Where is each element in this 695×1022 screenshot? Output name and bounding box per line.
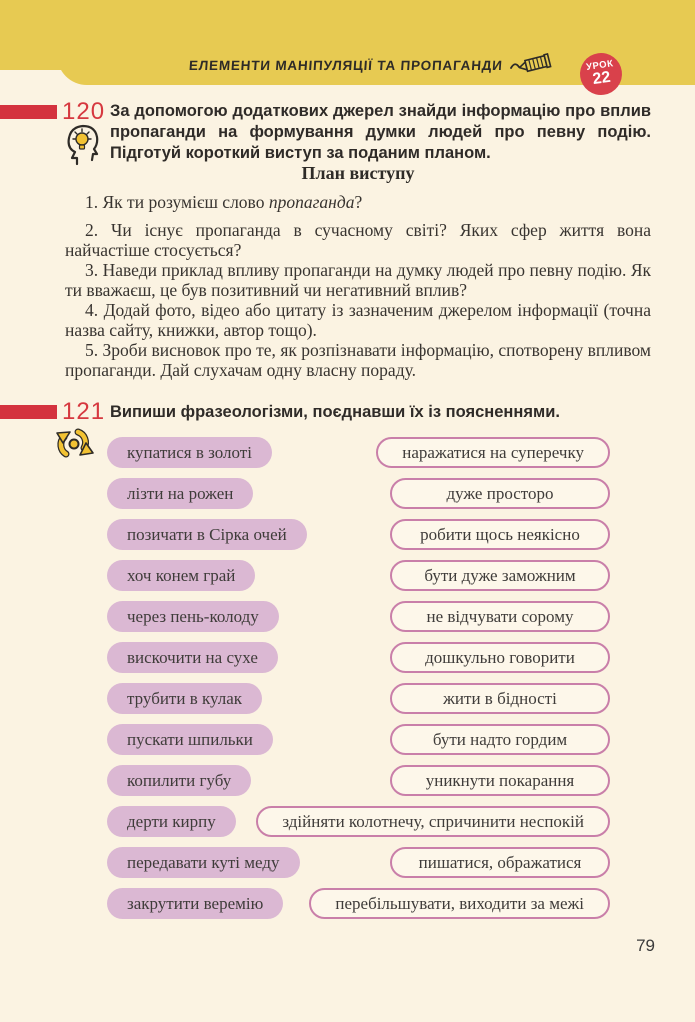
exercise-120-task: За допомогою додаткових джерел знайди інформацію про вплив пропаганди на формування думки людей про певну подію. Підготуй короткий виступ за поданим планом. xyxy=(110,102,651,162)
page-number: 79 xyxy=(636,936,655,955)
lesson-badge-word: УРОК xyxy=(585,57,615,73)
exercise-120-number: 120 xyxy=(62,98,106,125)
phrase-pill: хоч конем грай xyxy=(107,560,255,591)
match-row xyxy=(107,847,610,878)
meaning-pill: бути надто гордим xyxy=(390,724,610,755)
match-row xyxy=(107,806,610,837)
phrase-pill: закрутити веремію xyxy=(107,888,283,919)
phrase-pill: лізти на рожен xyxy=(107,478,253,509)
exercise-121-number: 121 xyxy=(62,398,106,425)
plan-list xyxy=(65,192,651,380)
phrase-pill: вискочити на сухе xyxy=(107,642,278,673)
exercise-120-marker xyxy=(0,105,57,119)
match-row xyxy=(107,437,610,468)
match-row xyxy=(107,601,610,632)
cycle-arrows-icon xyxy=(52,423,98,470)
match-row xyxy=(107,560,610,591)
phrase-pill: передавати куті меду xyxy=(107,847,300,878)
plan-item: 3. Наведи приклад впливу пропаганди на думку людей про певну подію. Як ти вважаєш, це був позитивний чи негативний вплив? xyxy=(65,260,651,300)
phrase-pill: через пень-колоду xyxy=(107,601,279,632)
meaning-pill: дуже просторо xyxy=(390,478,610,509)
match-row xyxy=(107,888,610,919)
plan-item: 4. Додай фото, відео або цитату із зазначеним джерелом інформації (точна назва сайту, книжки, автор тощо). xyxy=(65,300,651,340)
phrase-pill: трубити в кулак xyxy=(107,683,262,714)
lesson-badge-number: 22 xyxy=(591,69,612,89)
plan-heading: План виступу xyxy=(301,163,415,183)
meaning-pill: не відчувати сорому xyxy=(390,601,610,632)
match-row xyxy=(107,724,610,755)
plan-item: 5. Зроби висновок про те, як розпізнавати інформацію, спотворену впливом пропаганди. Дай слухачам одну власну пораду. xyxy=(65,340,651,380)
phrase-pill: дерти кирпу xyxy=(107,806,236,837)
phrase-pill: купатися в золоті xyxy=(107,437,272,468)
plan-item: 2. Чи існує пропаганда в сучасному світі? Яких сфер життя вона найчастіше стосується? xyxy=(65,220,651,260)
meaning-pill: наражатися на суперечку xyxy=(376,437,610,468)
meaning-pill: жити в бідності xyxy=(390,683,610,714)
meaning-pill: перебільшувати, виходити за межі xyxy=(309,888,610,919)
italic-term: пропаганда xyxy=(268,192,355,212)
phrase-pill: копилити губу xyxy=(107,765,251,796)
match-row xyxy=(107,519,610,550)
match-row xyxy=(107,683,610,714)
meaning-pill: дошкульно говорити xyxy=(390,642,610,673)
meaning-pill: бути дуже заможним xyxy=(390,560,610,591)
pencil-icon xyxy=(510,53,552,78)
exercise-121-marker xyxy=(0,405,57,419)
meaning-pill: уникнути покарання xyxy=(390,765,610,796)
match-row xyxy=(107,765,610,796)
meaning-pill: здійняти колотнечу, спричинити неспокій xyxy=(256,806,610,837)
chapter-title: ЕЛЕМЕНТИ МАНІПУЛЯЦІЇ ТА ПРОПАГАНДИ xyxy=(188,58,504,73)
match-row xyxy=(107,478,610,509)
meaning-pill: пишатися, ображатися xyxy=(390,847,610,878)
header xyxy=(189,53,552,78)
match-row xyxy=(107,642,610,673)
match-rows xyxy=(107,437,610,929)
exercise-121-task: Випиши фразеологізми, поєднавши їх із поясненнями. xyxy=(110,403,560,421)
meaning-pill: робити щось неякісно xyxy=(390,519,610,550)
phrase-pill: позичати в Сірка очей xyxy=(107,519,307,550)
plan-item: 1. Як ти розумієш слово пропаганда? xyxy=(85,192,363,212)
phrase-pill: пускати шпильки xyxy=(107,724,273,755)
